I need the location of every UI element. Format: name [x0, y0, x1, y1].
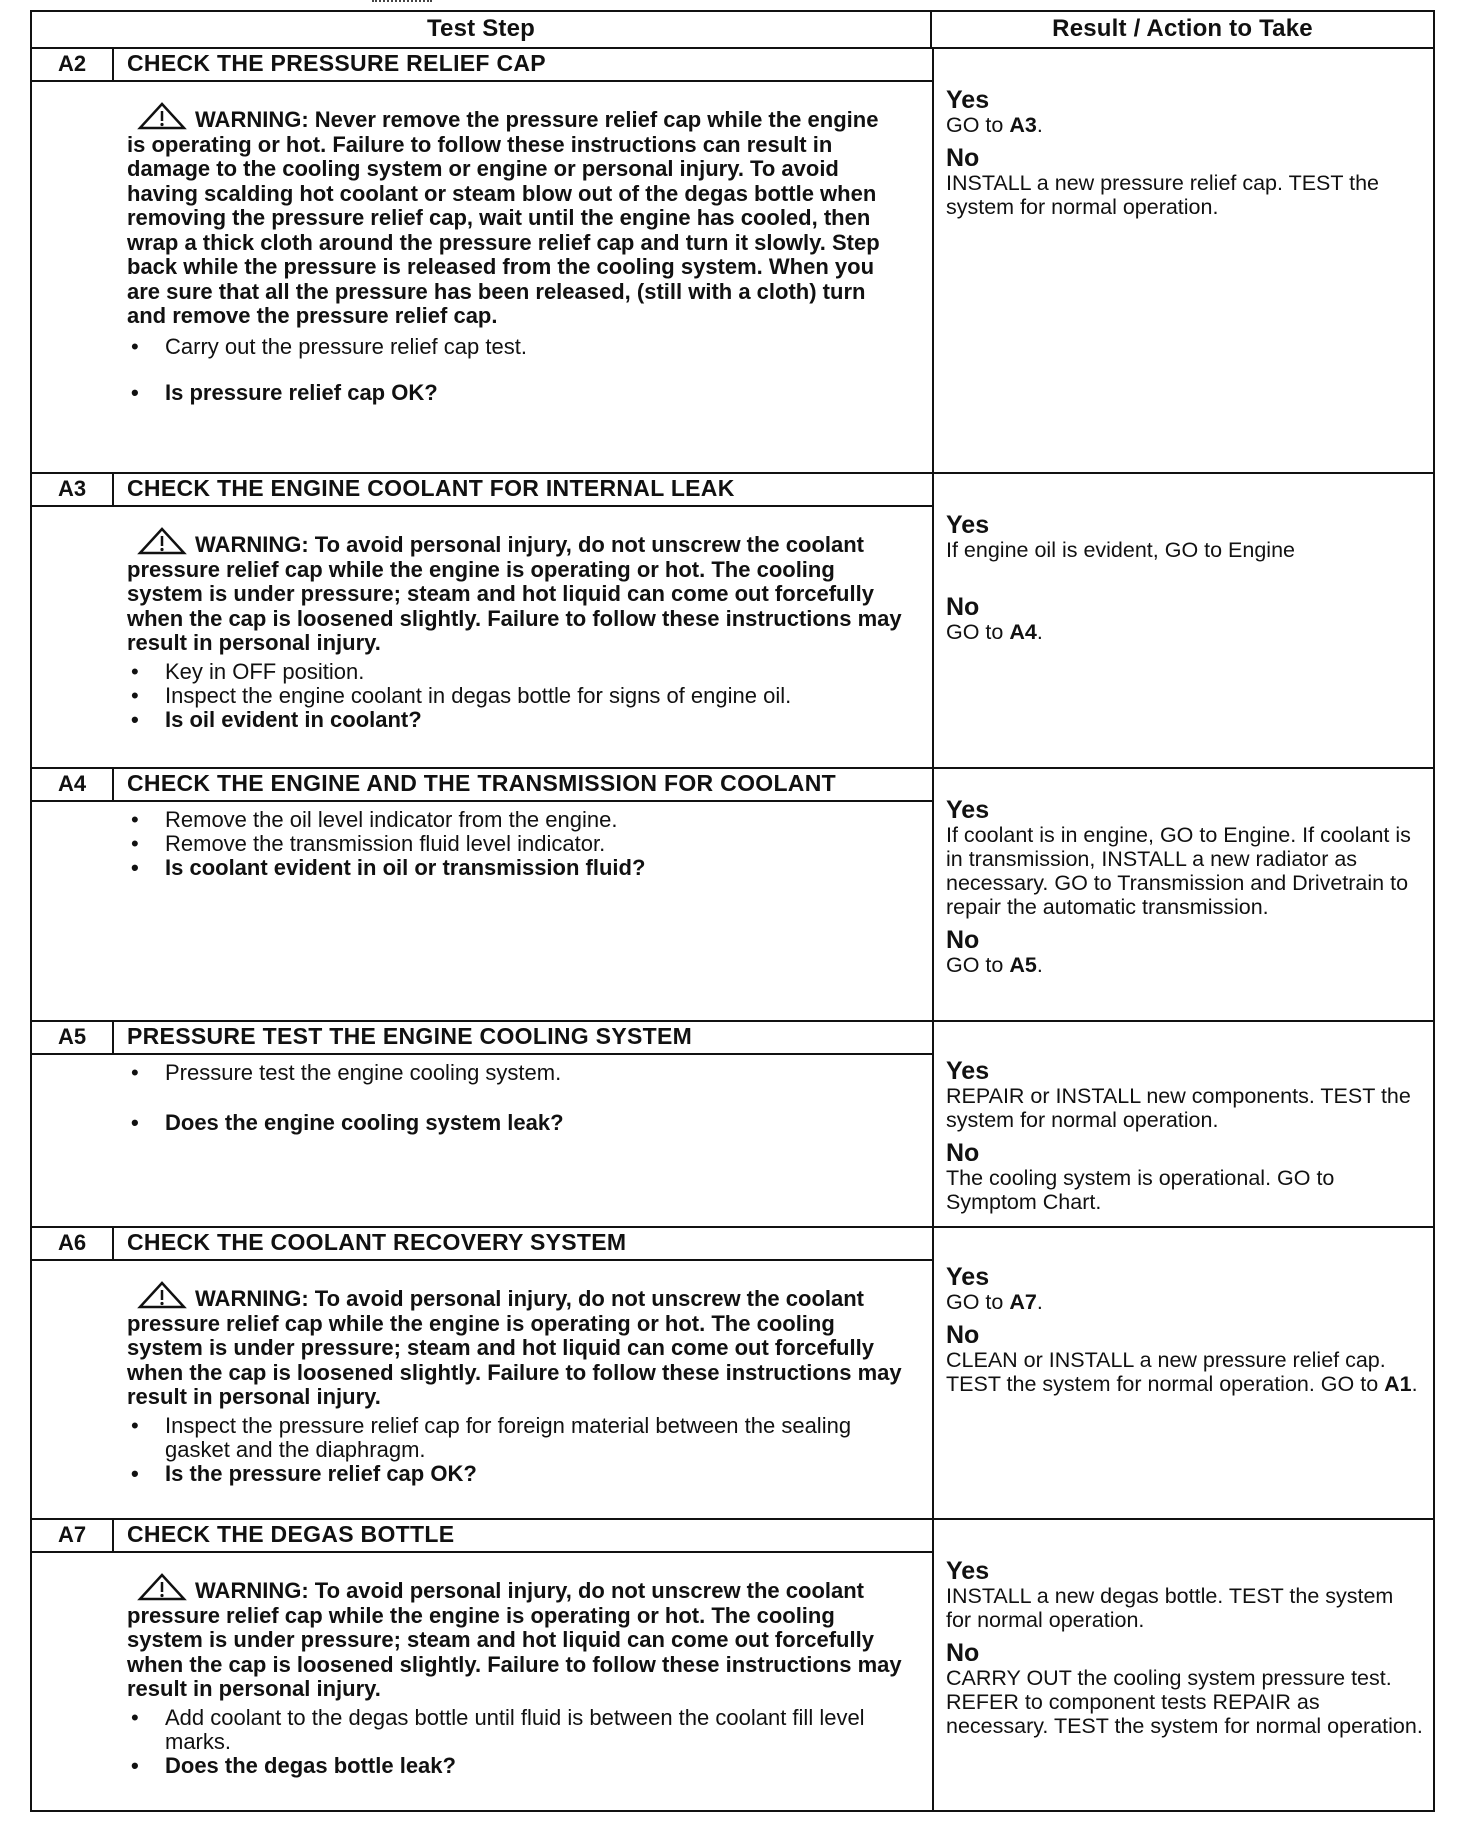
check-question: • Does the degas bottle leak? [127, 1754, 912, 1778]
no-action: CARRY OUT the cooling system pressure test. REFER to component tests REPAIR as necessary. TEST the system for normal operation. [946, 1666, 1423, 1738]
result-cell [934, 47, 1433, 472]
no-action: GO to A4. [946, 620, 1043, 644]
instruction-item: • Inspect the pressure relief cap for foreign material between the sealing gasket and the diaphragm. [127, 1414, 912, 1462]
step-title-bar [32, 472, 932, 507]
step-title: CHECK THE PRESSURE RELIEF CAP [127, 50, 546, 76]
step-a5 [32, 1020, 1433, 1228]
result-cell [934, 1226, 1433, 1518]
diagnostic-table [30, 10, 1435, 1812]
instruction-list [127, 335, 912, 405]
result-cell [934, 472, 1433, 767]
result-cell [934, 1020, 1433, 1226]
warning-text: WARNING: To avoid personal injury, do not unscrew the coolant pressure relief cap while the engine is operating or hot. The cooling system is under pressure; steam and hot liquid can come out forcefully when the cap is loosened slightly. Failure to follow these instructions may result in personal injury. [127, 527, 902, 656]
yes-action: GO to A7. [946, 1290, 1043, 1314]
test-step-cell [32, 767, 934, 1020]
test-step-cell [32, 47, 934, 472]
warning-triangle-icon [137, 527, 187, 555]
scan-mark [372, 0, 432, 5]
step-title-bar [32, 1020, 932, 1055]
step-id: A5 [32, 1020, 114, 1053]
instruction-item: • Remove the oil level indicator from the engine. [127, 808, 912, 832]
no-label: No [946, 1639, 980, 1667]
no-label: No [946, 593, 980, 621]
step-title: CHECK THE ENGINE AND THE TRANSMISSION FOR COOLANT [127, 770, 836, 796]
yes-label: Yes [946, 1557, 990, 1585]
step-id: A3 [32, 472, 114, 505]
yes-label: Yes [946, 511, 990, 539]
yes-action: If engine oil is evident, GO to Engine [946, 538, 1295, 562]
step-title: CHECK THE COOLANT RECOVERY SYSTEM [127, 1229, 627, 1255]
instruction-item: • Carry out the pressure relief cap test. [127, 335, 912, 359]
step-a4 [32, 767, 1433, 1022]
header-result-action: Result / Action to Take [1052, 15, 1313, 42]
yes-action: REPAIR or INSTALL new components. TEST the system for normal operation. [946, 1084, 1411, 1132]
yes-action: GO to A3. [946, 113, 1043, 137]
check-question: • Does the engine cooling system leak? [127, 1111, 912, 1135]
no-label: No [946, 1139, 980, 1167]
step-id: A2 [32, 47, 114, 80]
header-test-step: Test Step [32, 12, 932, 47]
step-id: A4 [32, 767, 114, 800]
instruction-list [127, 660, 912, 732]
step-a7 [32, 1518, 1433, 1812]
instruction-list [127, 1414, 912, 1486]
step-id: A6 [32, 1226, 114, 1259]
no-label: No [946, 144, 980, 172]
no-action: GO to A5. [946, 953, 1043, 977]
test-step-cell [32, 1226, 934, 1518]
warning-text: WARNING: Never remove the pressure relief cap while the engine is operating or hot. Failure to follow these instructions can result in damage to the cooling system or engine or personal injury. To avoid having scalding hot coolant or steam blow out of the degas bottle when removing the pressure relief cap, wait until the engine has cooled, then wrap a thick cloth around the pressure relief cap and turn it slowly. Step back while the pressure is released from the cooling system. When you are sure that all the pressure has been released, (still with a cloth) turn and remove the pressure relief cap. [127, 102, 902, 329]
test-step-cell [32, 472, 934, 767]
step-title-bar [32, 47, 932, 82]
yes-action: If coolant is in engine, GO to Engine. If coolant is in transmission, INSTALL a new radiator as necessary. GO to Transmission and Drivetrain to repair the automatic transmission. [946, 823, 1411, 919]
instruction-list [127, 808, 912, 880]
no-action: INSTALL a new pressure relief cap. TEST the system for normal operation. [946, 171, 1379, 219]
check-question: • Is pressure relief cap OK? [127, 381, 912, 405]
step-title: PRESSURE TEST THE ENGINE COOLING SYSTEM [127, 1023, 693, 1049]
no-action: The cooling system is operational. GO to Symptom Chart. [946, 1166, 1335, 1214]
check-question: • Is coolant evident in oil or transmission fluid? [127, 856, 912, 880]
result-cell [934, 1518, 1433, 1812]
instruction-item: • Add coolant to the degas bottle until fluid is between the coolant fill level marks. [127, 1706, 912, 1754]
step-title: CHECK THE DEGAS BOTTLE [127, 1521, 455, 1547]
yes-label: Yes [946, 1057, 990, 1085]
instruction-item: • Inspect the engine coolant in degas bottle for signs of engine oil. [127, 684, 912, 708]
warning-triangle-icon [137, 102, 187, 130]
warning-text: WARNING: To avoid personal injury, do not unscrew the coolant pressure relief cap while the engine is operating or hot. The cooling system is under pressure; steam and hot liquid can come out forcefully when the cap is loosened slightly. Failure to follow these instructions may result in personal injury. [127, 1573, 902, 1702]
yes-label: Yes [946, 86, 990, 114]
step-a3 [32, 472, 1433, 769]
step-title-bar [32, 1226, 932, 1261]
warning-triangle-icon [137, 1281, 187, 1309]
yes-action: INSTALL a new degas bottle. TEST the system for normal operation. [946, 1584, 1394, 1632]
test-step-cell [32, 1518, 934, 1812]
instruction-item: • Pressure test the engine cooling system. [127, 1061, 912, 1085]
step-title-bar [32, 767, 932, 802]
check-question: • Is the pressure relief cap OK? [127, 1462, 912, 1486]
instruction-list [127, 1706, 912, 1778]
test-step-cell [32, 1020, 934, 1226]
warning-triangle-icon [137, 1573, 187, 1601]
result-cell [934, 767, 1433, 1020]
check-question: • Is oil evident in coolant? [127, 708, 912, 732]
instruction-item: • Key in OFF position. [127, 660, 912, 684]
no-action: CLEAN or INSTALL a new pressure relief cap. TEST the system for normal operation. GO to A1. [946, 1348, 1418, 1396]
no-label: No [946, 926, 980, 954]
instruction-list [127, 1061, 912, 1135]
step-id: A7 [32, 1518, 114, 1551]
instruction-item: • Remove the transmission fluid level indicator. [127, 832, 912, 856]
step-a6 [32, 1226, 1433, 1520]
yes-label: Yes [946, 1263, 990, 1291]
table-header [32, 12, 1433, 49]
step-title-bar [32, 1518, 932, 1553]
yes-label: Yes [946, 796, 990, 824]
step-title: CHECK THE ENGINE COOLANT FOR INTERNAL LEAK [127, 475, 735, 501]
step-a2 [32, 47, 1433, 474]
warning-text: WARNING: To avoid personal injury, do not unscrew the coolant pressure relief cap while the engine is operating or hot. The cooling system is under pressure; steam and hot liquid can come out forcefully when the cap is loosened slightly. Failure to follow these instructions may result in personal injury. [127, 1281, 902, 1410]
no-label: No [946, 1321, 980, 1349]
